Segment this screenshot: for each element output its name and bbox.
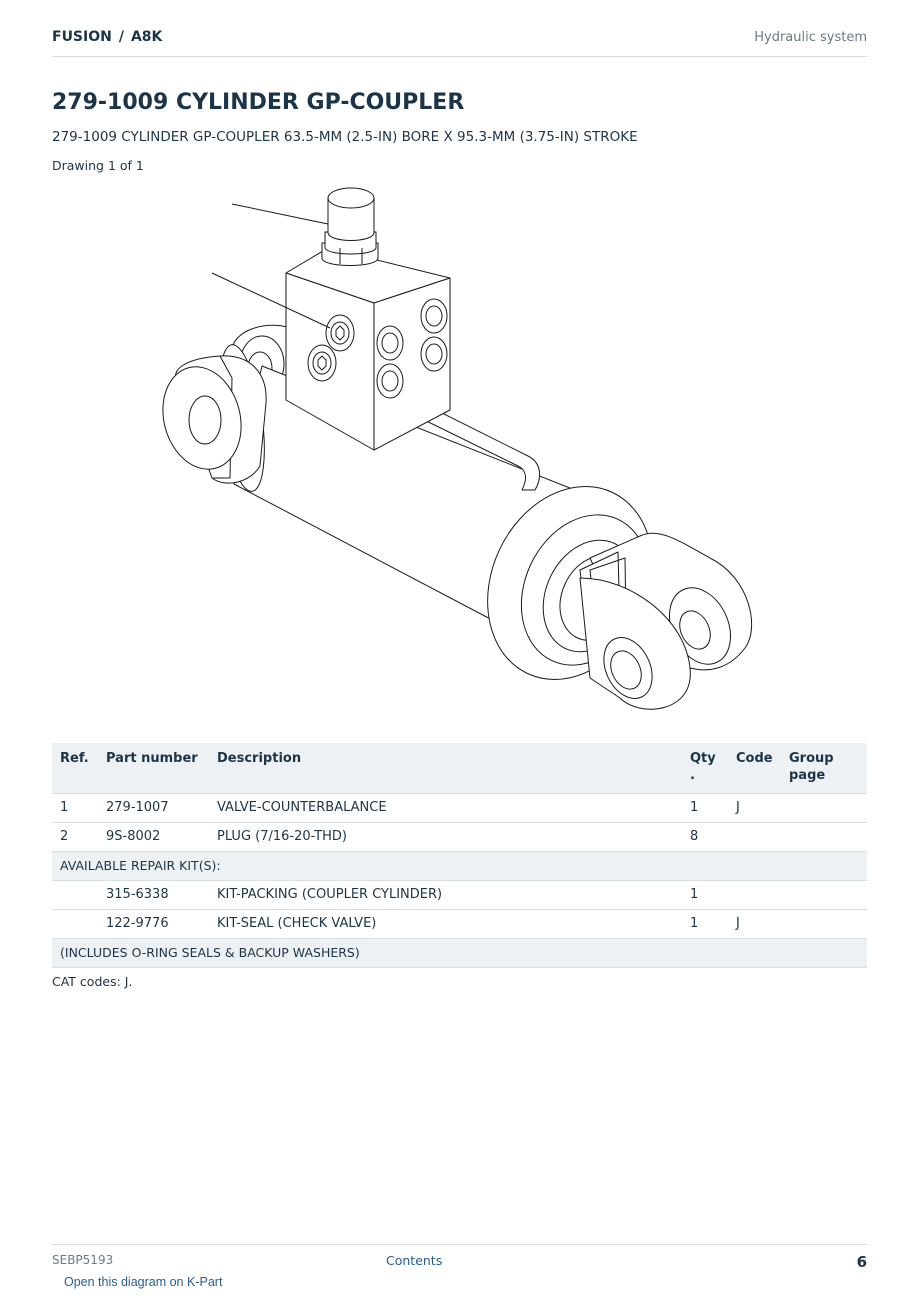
- cell-part-number: 9S-8002: [98, 823, 209, 852]
- table-row: [52, 823, 867, 852]
- cell-description: KIT-PACKING (COUPLER CYLINDER): [209, 881, 682, 910]
- rod-clevis: [580, 533, 752, 709]
- table-header-row: [52, 743, 867, 794]
- contents-link[interactable]: Contents: [386, 1253, 443, 1268]
- kit-note-row: [52, 939, 867, 968]
- rear-front-lug: [152, 356, 266, 483]
- open-in-kpart-link[interactable]: Open this diagram on K-Part: [64, 1275, 223, 1289]
- column-header-code: Code: [728, 743, 781, 794]
- breadcrumb-separator: /: [118, 29, 124, 45]
- drawing-label: Drawing 1 of 1: [52, 158, 144, 173]
- repair-kit-heading-row: [52, 852, 867, 881]
- cell-code: J: [728, 910, 781, 939]
- cat-codes-note: CAT codes: J.: [52, 974, 133, 989]
- cell-code: J: [728, 794, 781, 823]
- cell-description: PLUG (7/16-20-THD): [209, 823, 682, 852]
- cell-qty: 8: [682, 823, 728, 852]
- kit-row: [52, 910, 867, 939]
- column-header-group-page: Group page: [781, 743, 867, 794]
- cell-description: KIT-SEAL (CHECK VALVE): [209, 910, 682, 939]
- kit-note: (INCLUDES O-RING SEALS & BACKUP WASHERS): [52, 939, 867, 968]
- table-row: [52, 794, 867, 823]
- parts-drawing: [150, 178, 770, 723]
- cell-group-page: [781, 823, 867, 852]
- repair-kit-heading: AVAILABLE REPAIR KIT(S):: [52, 852, 867, 881]
- page-header: [52, 28, 867, 57]
- page-footer: [52, 1244, 867, 1275]
- cell-part-number: 279-1007: [98, 794, 209, 823]
- cell-ref: 1: [52, 794, 98, 823]
- cell-part-number: 315-6338: [98, 881, 209, 910]
- breadcrumb-item-model-line: FUSION: [52, 29, 112, 45]
- parts-table: [52, 743, 867, 968]
- page-title: 279-1009 CYLINDER GP-COUPLER: [52, 90, 465, 115]
- breadcrumb: [52, 29, 162, 45]
- cell-qty: 1: [682, 881, 728, 910]
- cell-ref: 2: [52, 823, 98, 852]
- column-header-ref: Ref.: [52, 743, 98, 794]
- cell-qty: 1: [682, 794, 728, 823]
- cell-description: VALVE-COUNTERBALANCE: [209, 794, 682, 823]
- top-plug: [322, 188, 378, 266]
- column-header-qty: Qty .: [682, 743, 728, 794]
- column-header-part-number: Part number: [98, 743, 209, 794]
- kit-row: [52, 881, 867, 910]
- part-full-description: 279-1009 CYLINDER GP-COUPLER 63.5-MM (2.5-IN) BORE X 95.3-MM (3.75-IN) STROKE: [52, 129, 638, 145]
- cell-code: [728, 823, 781, 852]
- column-header-description: Description: [209, 743, 682, 794]
- breadcrumb-item-model: A8K: [130, 29, 163, 45]
- cylinder-illustration: [150, 178, 770, 723]
- cell-part-number: 122-9776: [98, 910, 209, 939]
- cell-qty: 1: [682, 910, 728, 939]
- cell-group-page: [781, 794, 867, 823]
- cell-code: [728, 881, 781, 910]
- section-title: Hydraulic system: [754, 30, 867, 45]
- document-id: SEBP5193: [52, 1253, 114, 1267]
- page-number: 6: [856, 1253, 867, 1271]
